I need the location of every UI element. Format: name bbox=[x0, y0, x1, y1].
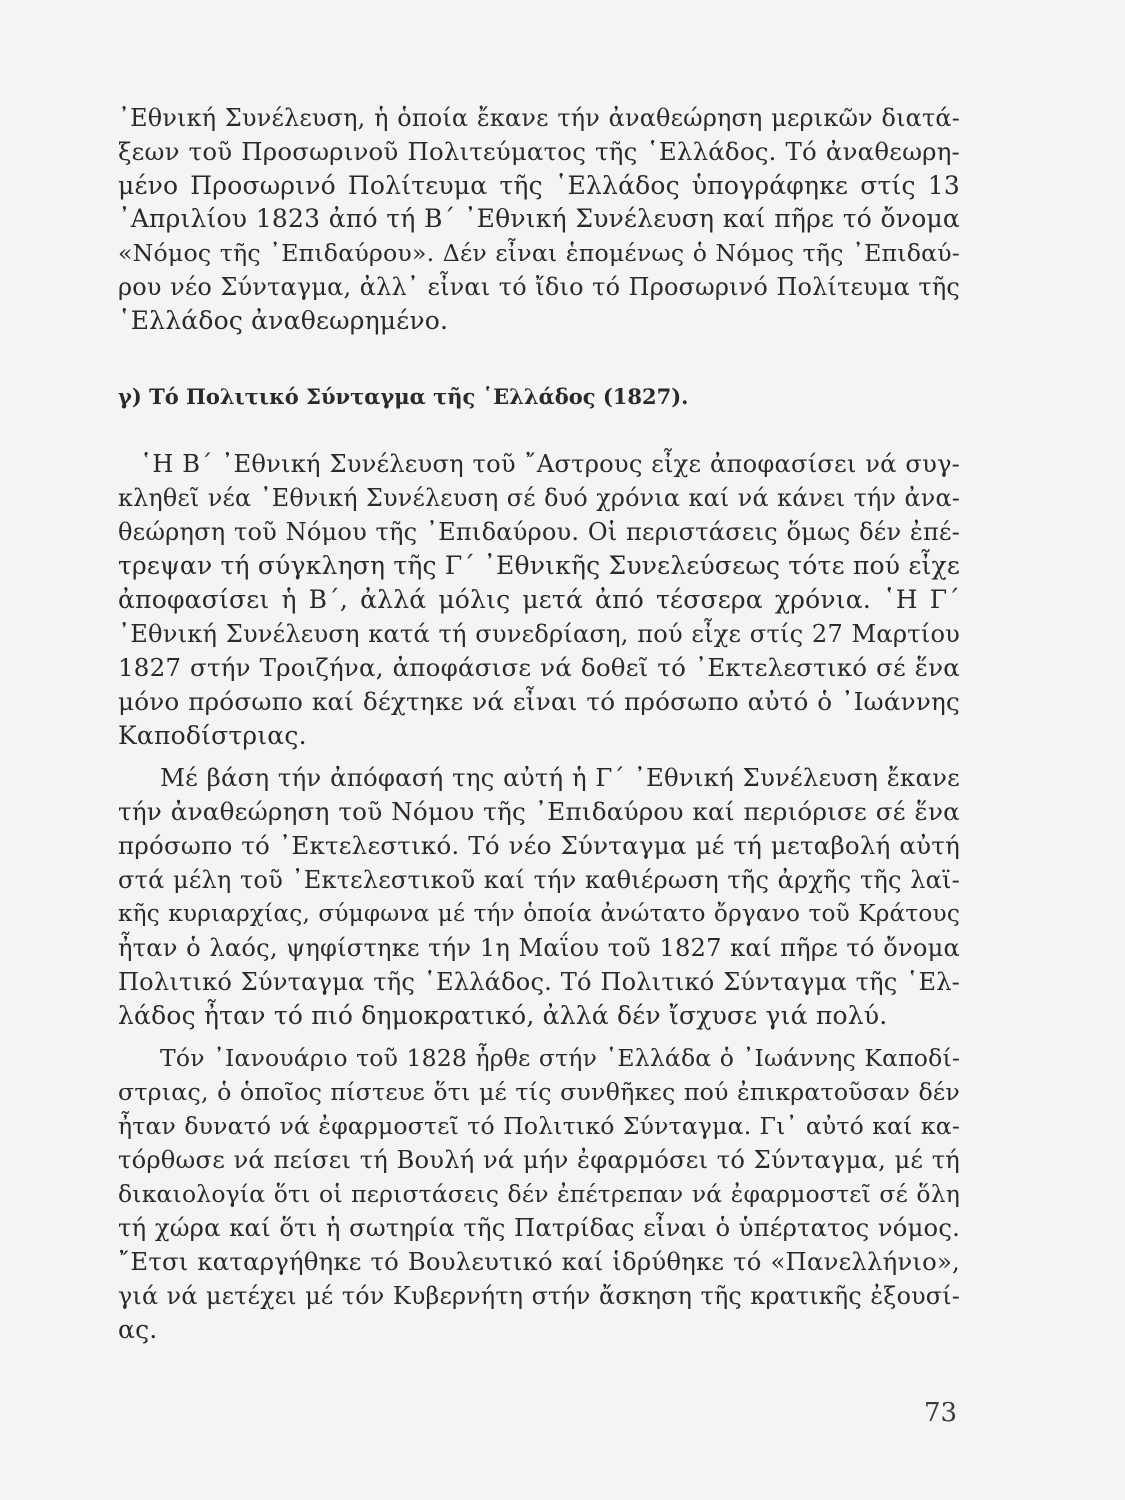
text-line: ᾿Απριλίου 1823 ἀπό τή Β΄ ᾿Εθνική Συνέλευση καί πῆρε τό ὄνομα bbox=[118, 204, 960, 233]
section-heading: γ) Τό Πολιτικό Σύνταγμα τῆς ῾Ελλάδος (1827). bbox=[118, 384, 689, 409]
text-line: ῾Η Β΄ ᾿Εθνική Συνέλευση τοῦ ῎Αστρους εἶχε ἀποφασίσει νά συγ- bbox=[140, 450, 960, 478]
text-line: 1827 στήν Τροιζήνα, ἀποφάσισε νά δοθεῖ τό ᾿Εκτελεστικό σέ ἕνα bbox=[118, 653, 960, 682]
text-line: γιά νά μετέχει μέ τόν Κυβερνήτη στήν ἄσκηση τῆς κρατικῆς ἐξουσί- bbox=[118, 1282, 960, 1310]
text-line: τή χώρα καί ὅτι ἡ σωτηρία τῆς Πατρίδας εἶναι ὁ ὑπέρτατος νόμος. bbox=[118, 1213, 960, 1242]
text-line: Πολιτικό Σύνταγμα τῆς ῾Ελλάδος. Τό Πολιτικό Σύνταγμα τῆς ῾Ελ- bbox=[118, 968, 960, 996]
text-line: Καποδίστριας. bbox=[118, 721, 307, 750]
text-line: ἦταν ὁ λαός, ψηφίστηκε τήν 1η Μαΐου τοῦ 1827 καί πῆρε τό ὄνομα bbox=[118, 934, 960, 962]
page-number: 73 bbox=[924, 1398, 958, 1428]
text-line: ας. bbox=[118, 1315, 158, 1344]
text-line: ξεων τοῦ Προσωρινοῦ Πολιτεύματος τῆς ῾Ελλάδος. Τό ἀναθεωρη- bbox=[118, 137, 960, 166]
text-line: τρεψαν τή σύγκληση τῆς Γ΄ ᾿Εθνικῆς Συνελεύσεως τότε πού εἶχε bbox=[118, 551, 960, 580]
text-line: κῆς κυριαρχίας, σύμφωνα μέ τήν ὁποία ἀνώτατο ὄργανο τοῦ Κράτους bbox=[118, 901, 960, 927]
text-line: στριας, ὁ ὁποῖος πίστευε ὅτι μέ τίς συνθῆκες πού ἐπικρατοῦσαν δέν bbox=[118, 1078, 960, 1106]
text-line: μένο Προσωρινό Πολίτευμα τῆς ῾Ελλάδος ὑπογράφηκε στίς 13 bbox=[118, 171, 960, 200]
text-line: Τόν ᾿Ιανουάριο τοῦ 1828 ἦρθε στήν ῾Ελλάδα ὁ ᾿Ιωάννης Καποδί- bbox=[160, 1044, 960, 1072]
text-line: ῾Ελλάδος ἀναθεωρημένο. bbox=[118, 306, 449, 335]
text-line: ἦταν δυνατό νά ἐφαρμοστεῖ τό Πολιτικό Σύνταγμα. Γι᾿ αὐτό καί κα- bbox=[118, 1112, 960, 1140]
text-line: κληθεῖ νέα ᾿Εθνική Συνέλευση σέ δυό χρόνια καί νά κάνει τήν ἀνα- bbox=[118, 484, 960, 512]
text-line: ᾿Εθνική Συνέλευση, ἡ ὁποία ἔκανε τήν ἀναθεώρηση μερικῶν διατά- bbox=[118, 104, 960, 132]
text-line: «Νόμος τῆς ᾿Επιδαύρου». Δέν εἶναι ἑπομένως ὁ Νόμος τῆς ᾿Επιδαύ- bbox=[118, 239, 960, 267]
text-line: μόνο πρόσωπο καί δέχτηκε νά εἶναι τό πρόσωπο αὐτό ὁ ᾿Ιωάννης bbox=[118, 687, 960, 716]
text-line: δικαιολογία ὅτι οἱ περιστάσεις δέν ἐπέτρεπαν νά ἐφαρμοστεῖ σέ ὅλη bbox=[118, 1180, 960, 1208]
text-line: ἀποφασίσει ἡ Β΄, ἀλλά μόλις μετά ἀπό τέσσερα χρόνια. ῾Η Γ΄ bbox=[118, 585, 960, 614]
text-line: ᾿Εθνική Συνέλευση κατά τή συνεδρίαση, πού εἶχε στίς 27 Μαρτίου bbox=[118, 620, 960, 648]
text-line: πρόσωπο τό ᾿Εκτελεστικό. Τό νέο Σύνταγμα μέ τή μεταβολή αὐτή bbox=[118, 831, 960, 860]
text-line: Μέ βάση τήν ἀπόφασή της αὐτή ἡ Γ΄ ᾿Εθνική Συνέλευση ἔκανε bbox=[160, 763, 960, 792]
text-line: θεώρηση τοῦ Νόμου τῆς ᾿Επιδαύρου. Οἱ περιστάσεις ὅμως δέν ἐπέ- bbox=[118, 518, 960, 546]
text-line: ρου νέο Σύνταγμα, ἀλλ᾿ εἶναι τό ἴδιο τό Προσωρινό Πολίτευμα τῆς bbox=[118, 273, 960, 301]
text-line: στά μέλη τοῦ ᾿Εκτελεστικοῦ καί τήν καθιέρωση τῆς ἀρχῆς τῆς λαϊ- bbox=[118, 866, 960, 894]
text-line: λάδος ἦταν τό πιό δημοκρατικό, ἀλλά δέν ἴσχυσε γιά πολύ. bbox=[118, 1001, 888, 1030]
text-line: ῎Ετσι καταργήθηκε τό Βουλευτικό καί ἱδρύθηκε τό «Πανελλήνιο», bbox=[118, 1247, 960, 1276]
text-line: τήν ἀναθεώρηση τοῦ Νόμου τῆς ᾿Επιδαύρου καί περιόρισε σέ ἕνα bbox=[118, 797, 960, 826]
text-line: τόρθωσε νά πείσει τή Βουλή νά μήν ἐφαρμόσει τό Σύνταγμα, μέ τή bbox=[118, 1146, 960, 1174]
